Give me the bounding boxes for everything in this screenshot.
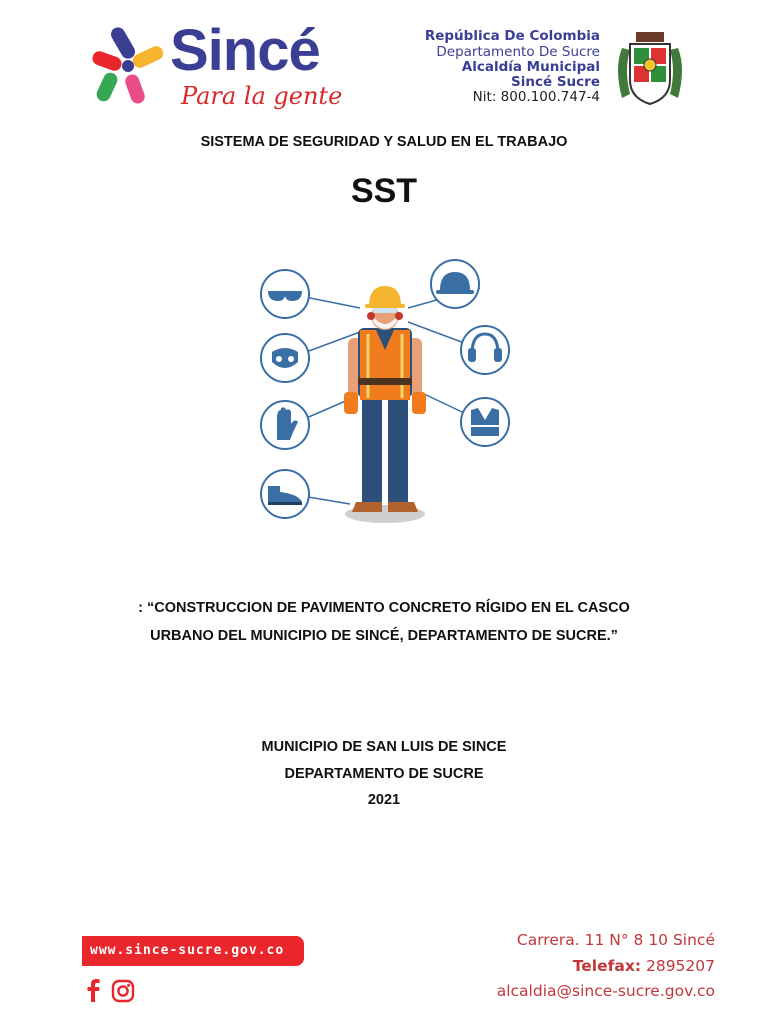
coat-of-arms-icon [612, 28, 688, 108]
header-city: Sincé Sucre [511, 74, 600, 90]
logo-wordmark: Sincé [170, 18, 320, 83]
footer-address: Carrera. 11 N° 8 10 Sincé [516, 931, 715, 949]
logo-mark-icon [88, 24, 168, 108]
project-title-line-2: URBANO DEL MUNICIPIO DE SINCÉ, DEPARTAMENTO DE SUCRE.” [150, 628, 618, 644]
footer-email[interactable]: alcaldia@since-sucre.gov.co [496, 982, 715, 1000]
header-country: República De Colombia [424, 28, 600, 44]
system-title: SISTEMA DE SEGURIDAD Y SALUD EN EL TRABAJO [200, 134, 568, 150]
footer-phone [573, 959, 715, 975]
document-year: 2021 [367, 792, 401, 808]
logo-tagline: Para la gente [181, 82, 343, 110]
department-name: DEPARTAMENTO DE SUCRE [284, 766, 484, 782]
header-nit: Nit: 800.100.747-4 [472, 89, 600, 105]
header-department: Departamento De Sucre [436, 44, 600, 60]
project-title-line-1: : “CONSTRUCCION DE PAVIMENTO CONCRETO RÍGIDO EN EL CASCO [138, 600, 630, 616]
reflective-vest-icon [461, 398, 509, 446]
safety-boot-icon [261, 470, 309, 518]
ppe-illustration [240, 250, 530, 540]
glove-icon [261, 401, 309, 449]
hard-hat-icon [431, 260, 479, 308]
instagram-icon[interactable] [111, 979, 135, 1003]
municipality-name: MUNICIPIO DE SAN LUIS DE SINCE [261, 739, 507, 755]
respirator-mask-icon [261, 334, 309, 382]
worker-figure [344, 286, 426, 523]
acronym-title: SST [350, 172, 418, 210]
footer-phone-number: 2895207 [645, 957, 715, 975]
facebook-icon[interactable] [84, 978, 104, 1002]
header-office: Alcaldía Municipal [461, 59, 600, 75]
website-link[interactable]: www.since-sucre.gov.co [82, 936, 304, 966]
safety-glasses-icon [261, 270, 309, 318]
footer-phone-label: Telefax: [572, 957, 642, 975]
ear-muffs-icon [461, 326, 509, 374]
